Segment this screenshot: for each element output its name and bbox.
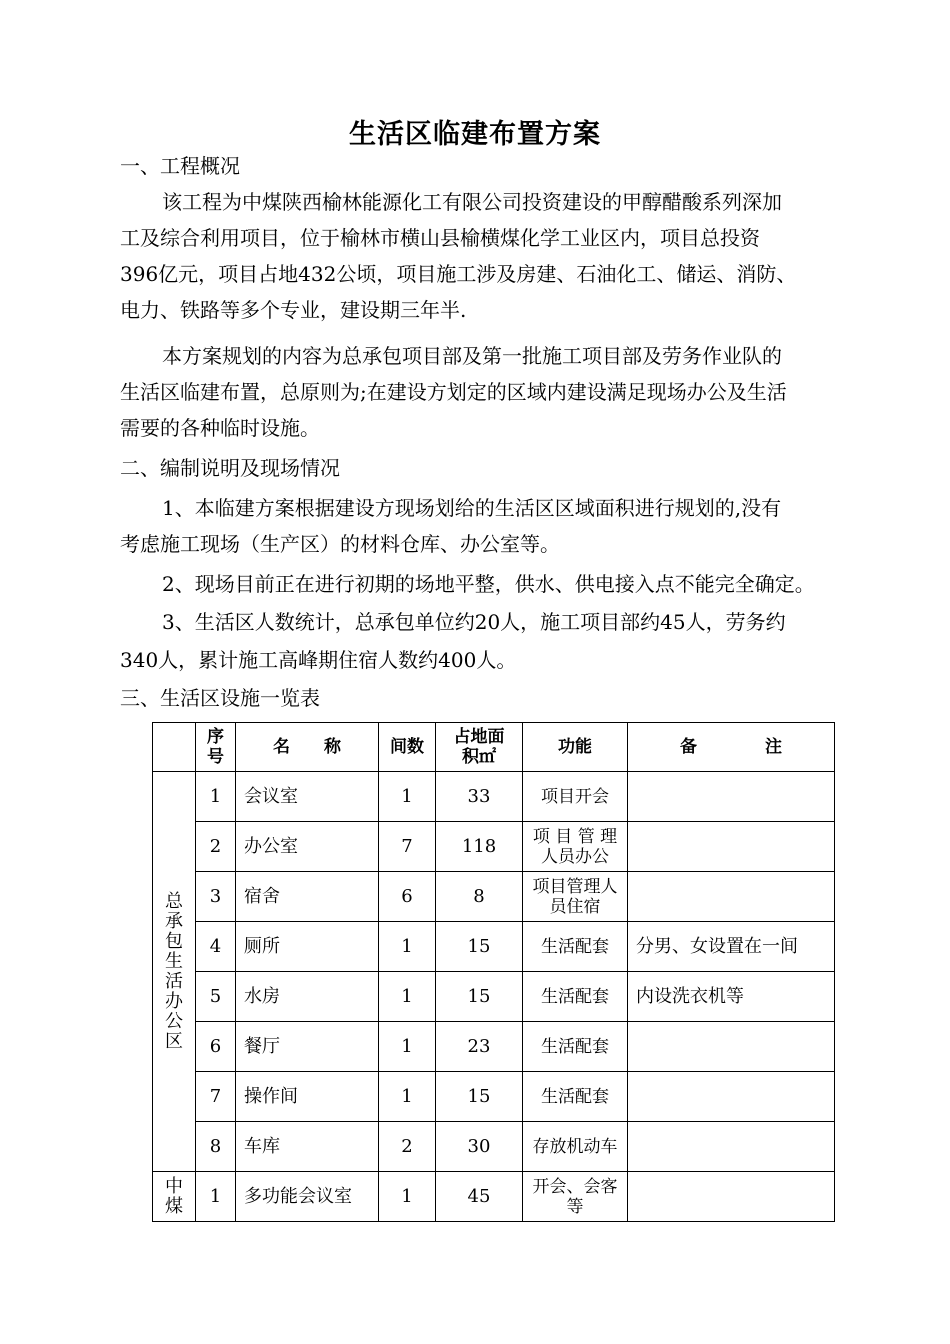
header-count: 间数 [379,723,436,772]
row-area: 33 [436,772,523,822]
row-count: 1 [379,1022,436,1072]
row-remark [628,1072,835,1122]
row-function: 生活配套 [523,1022,628,1072]
header-remark: 备 注 [628,723,835,772]
table-row [153,1172,835,1222]
row-seq: 4 [196,922,236,972]
row-name: 会议室 [236,772,379,822]
row-remark [628,1172,835,1222]
table-row [153,922,835,972]
section-2-item-3-line: 3、生活区人数统计，总承包单位约20人，施工项目部约45人，劳务约 [162,610,786,634]
row-seq: 1 [196,772,236,822]
row-count: 2 [379,1122,436,1172]
header-area: 占地面积㎡ [436,723,523,772]
section-1-paragraph-1-line: 396亿元，项目占地432公顷，项目施工涉及房建、石油化工、储运、消防、 [120,262,797,286]
table-row [153,972,835,1022]
row-name: 餐厅 [236,1022,379,1072]
row-function: 生活配套 [523,1072,628,1122]
table-row [153,1122,835,1172]
row-remark [628,772,835,822]
row-function: 项目开会 [523,772,628,822]
header-name: 名 称 [236,723,379,772]
row-count: 1 [379,772,436,822]
row-seq: 3 [196,872,236,922]
table-row [153,822,835,872]
row-name: 车库 [236,1122,379,1172]
header-function: 功能 [523,723,628,772]
row-area: 118 [436,822,523,872]
row-area: 30 [436,1122,523,1172]
row-name: 多功能会议室 [236,1172,379,1222]
row-seq: 8 [196,1122,236,1172]
row-area: 8 [436,872,523,922]
section-1-paragraph-2-line: 本方案规划的内容为总承包项目部及第一批施工项目部及劳务作业队的 [162,344,782,368]
section-2-item-3-line: 340人，累计施工高峰期住宿人数约400人。 [120,648,517,672]
row-function: 生活配套 [523,972,628,1022]
row-seq: 7 [196,1072,236,1122]
section-3-heading: 三、生活区设施一览表 [120,686,320,710]
table-header-row [153,723,835,772]
table-row [153,772,835,822]
row-function: 项目管理人员住宿 [523,872,628,922]
group-cell-zhongmei: 中煤 [153,1172,196,1222]
header-group-cell [153,723,196,772]
section-2-heading: 二、编制说明及现场情况 [120,456,340,480]
row-seq: 2 [196,822,236,872]
row-name: 办公室 [236,822,379,872]
row-count: 1 [379,972,436,1022]
row-area: 23 [436,1022,523,1072]
row-count: 7 [379,822,436,872]
page-title: 生活区临建布置方案 [349,119,601,150]
row-count: 1 [379,1072,436,1122]
row-function: 存放机动车 [523,1122,628,1172]
row-remark [628,1022,835,1072]
section-1-paragraph-1-line: 电力、铁路等多个专业，建设期三年半. [120,298,467,322]
row-function: 开会、会客等 [523,1172,628,1222]
row-name: 水房 [236,972,379,1022]
section-1-paragraph-2-line: 生活区临建布置，总原则为;在建设方划定的区域内建设满足现场办公及生活 [120,380,787,404]
row-remark [628,872,835,922]
section-1-heading: 一、工程概况 [120,154,240,178]
section-1-paragraph-1-line: 工及综合利用项目，位于榆林市横山县榆横煤化学工业区内，项目总投资 [120,226,760,250]
header-seq: 序号 [196,723,236,772]
row-count: 1 [379,922,436,972]
row-remark [628,822,835,872]
row-remark: 分男、女设置在一间 [628,922,835,972]
row-function: 生活配套 [523,922,628,972]
table-row [153,1072,835,1122]
facilities-table [152,722,835,1222]
row-name: 厕所 [236,922,379,972]
row-function: 项 目 管 理 人员办公 [523,822,628,872]
group-cell-general-contractor: 总承包生活办公区 [153,772,196,1172]
row-area: 15 [436,972,523,1022]
section-1-paragraph-2-line: 需要的各种临时设施。 [120,416,320,440]
row-area: 15 [436,1072,523,1122]
section-1-paragraph-1-line: 该工程为中煤陕西榆林能源化工有限公司投资建设的甲醇醋酸系列深加 [162,190,782,214]
section-2-item-2: 2、现场目前正在进行初期的场地平整，供水、供电接入点不能完全确定。 [162,572,815,596]
row-seq: 1 [196,1172,236,1222]
row-name: 操作间 [236,1072,379,1122]
table-row [153,872,835,922]
row-area: 45 [436,1172,523,1222]
row-remark [628,1122,835,1172]
row-count: 6 [379,872,436,922]
row-seq: 6 [196,1022,236,1072]
row-count: 1 [379,1172,436,1222]
section-2-item-1-line: 考虑施工现场（生产区）的材料仓库、办公室等。 [120,532,560,556]
row-name: 宿舍 [236,872,379,922]
table-row [153,1022,835,1072]
section-2-item-1-line: 1、本临建方案根据建设方现场划给的生活区区域面积进行规划的,没有 [162,496,782,520]
row-remark: 内设洗衣机等 [628,972,835,1022]
row-area: 15 [436,922,523,972]
row-seq: 5 [196,972,236,1022]
